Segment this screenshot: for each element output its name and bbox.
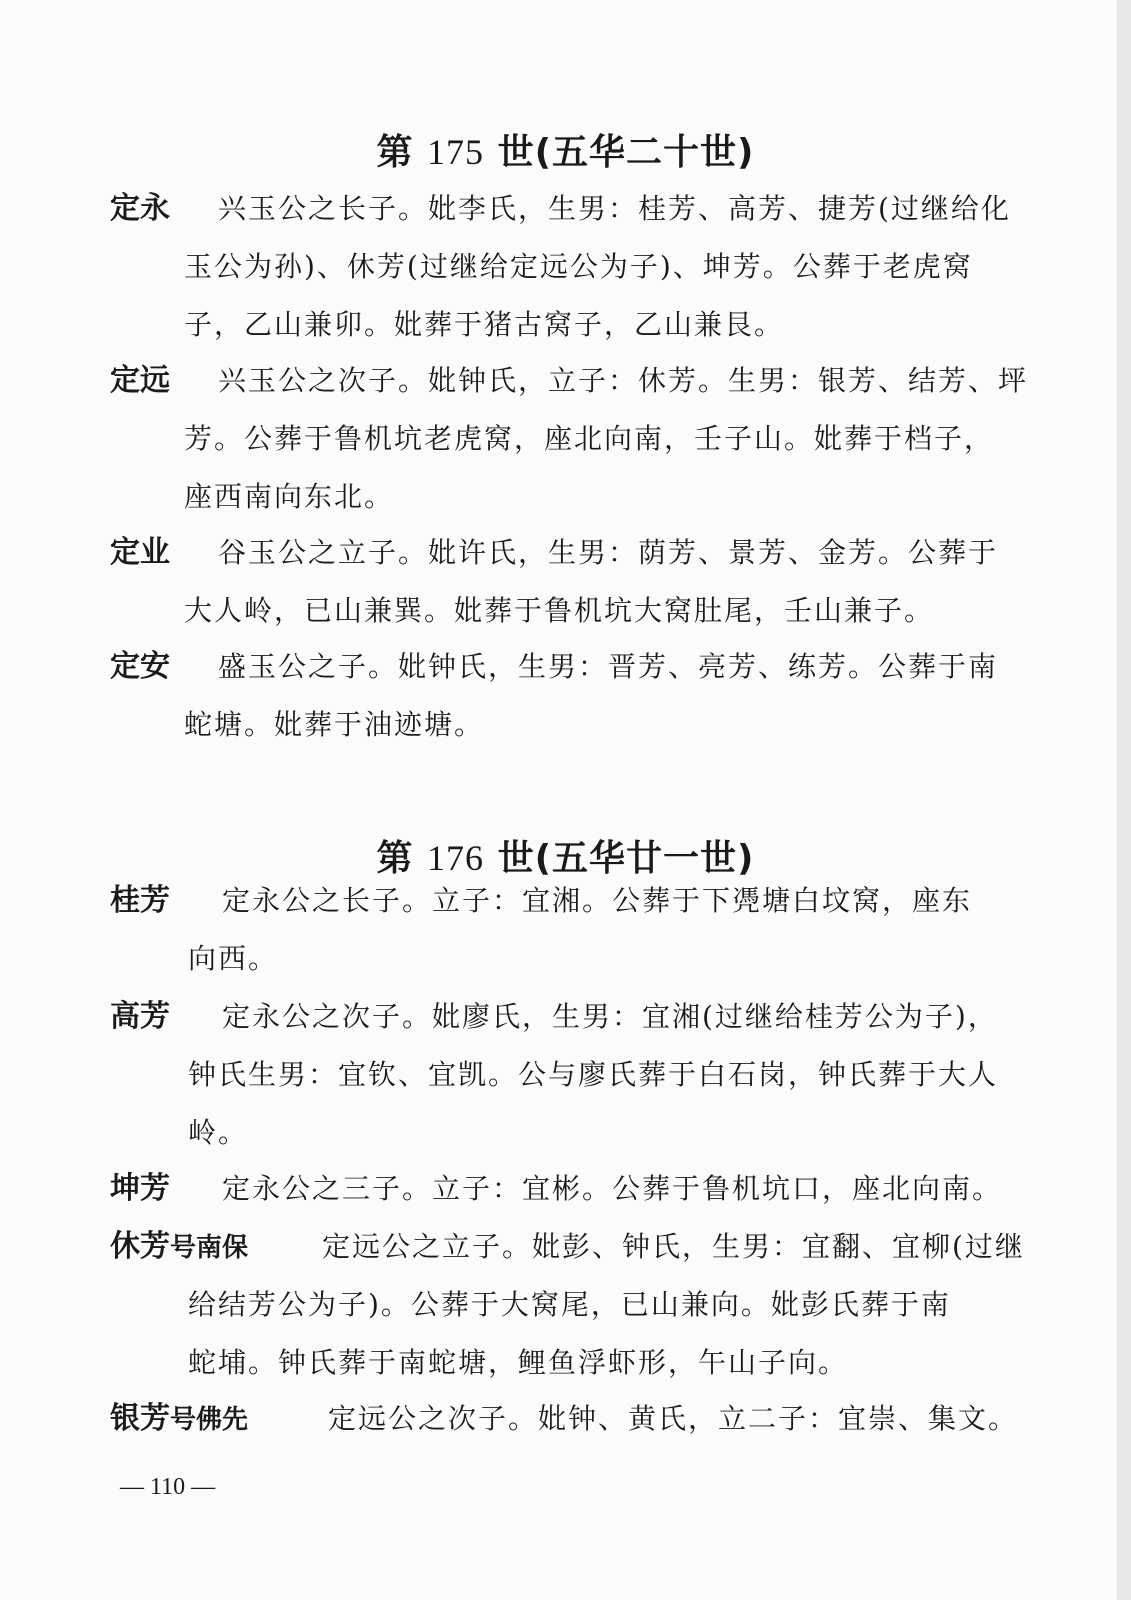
entry-text-line: 蛇塘。妣葬于油迹塘。: [184, 708, 485, 741]
entry-name: 高芳: [110, 999, 170, 1034]
entry-text-line: 座西南向东北。: [184, 480, 395, 513]
entry-name: 定业: [110, 535, 170, 570]
page-number: — 110 —: [120, 1474, 216, 1500]
entry-text-line: 定永公之三子。立子：宜彬。公葬于鲁机坑口，座北向南。: [222, 1172, 1003, 1205]
entry-text-line: 谷玉公之立子。妣许氏，生男：荫芳、景芳、金芳。公葬于: [218, 536, 999, 569]
entry-text-line: 子，乙山兼卯。妣葬于猪古窝子，乙山兼艮。: [184, 308, 785, 341]
entry-text-line: 定远公之立子。妣彭、钟氏，生男：宜翻、宜柳(过继: [322, 1230, 1025, 1263]
entry-text-line: 定永公之次子。妣廖氏，生男：宜湘(过继给桂芳公为子)，: [222, 1000, 998, 1033]
entry-text-line: 兴玉公之次子。妣钟氏，立子：休芳。生男：银芳、结芳、坪: [218, 364, 1029, 397]
entry-name: 定永: [110, 191, 170, 226]
entry-text-line: 岭。: [188, 1116, 249, 1149]
entry-name: 定安: [110, 649, 170, 684]
entry-name: 坤芳: [110, 1171, 170, 1206]
entry-name: 银芳号佛先: [110, 1401, 249, 1436]
entry-name: 休芳号南保: [110, 1229, 249, 1264]
entry-text-line: 盛玉公之子。妣钟氏，生男：晋芳、亮芳、练芳。公葬于南: [218, 650, 999, 683]
entry-courtesy-name: 号佛先: [170, 1405, 249, 1435]
entry-text-line: 玉公为孙)、休芳(过继给定远公为子)、坤芳。公葬于老虎窝: [184, 250, 973, 283]
entry-name: 桂芳: [110, 883, 170, 918]
entry-courtesy-name: 号南保: [170, 1233, 249, 1263]
entry-text-line: 钟氏生男：宜钦、宜凯。公与廖氏葬于白石岗，钟氏葬于大人: [188, 1058, 999, 1091]
entry-text-line: 蛇埔。钟氏葬于南蛇塘，鲤鱼浮虾形，午山子向。: [188, 1346, 849, 1379]
page-edge: [1117, 0, 1131, 1600]
section-heading-176: 第 176 世(五华廿一世): [376, 838, 755, 879]
entry-text-line: 大人岭，已山兼巽。妣葬于鲁机坑大窝肚尾，壬山兼子。: [184, 594, 935, 627]
entry-text-line: 给结芳公为子)。公葬于大窝尾，已山兼向。妣彭氏葬于南: [188, 1288, 951, 1321]
entry-text-line: 向西。: [188, 942, 279, 975]
entry-name: 定远: [110, 363, 170, 398]
entry-text-line: 定永公之长子。立子：宜湘。公葬于下凴塘白坟窝，座东: [222, 884, 973, 917]
entry-text-line: 兴玉公之长子。妣李氏，生男：桂芳、高芳、捷芳(过继给化: [218, 192, 1011, 225]
section-heading-175: 第 175 世(五华二十世): [376, 132, 755, 173]
entry-text-line: 芳。公葬于鲁机坑老虎窝，座北向南，壬子山。妣葬于档子，: [184, 422, 995, 455]
entry-text-line: 定远公之次子。妣钟、黄氏，立二子：宜崇、集文。: [328, 1402, 1019, 1435]
